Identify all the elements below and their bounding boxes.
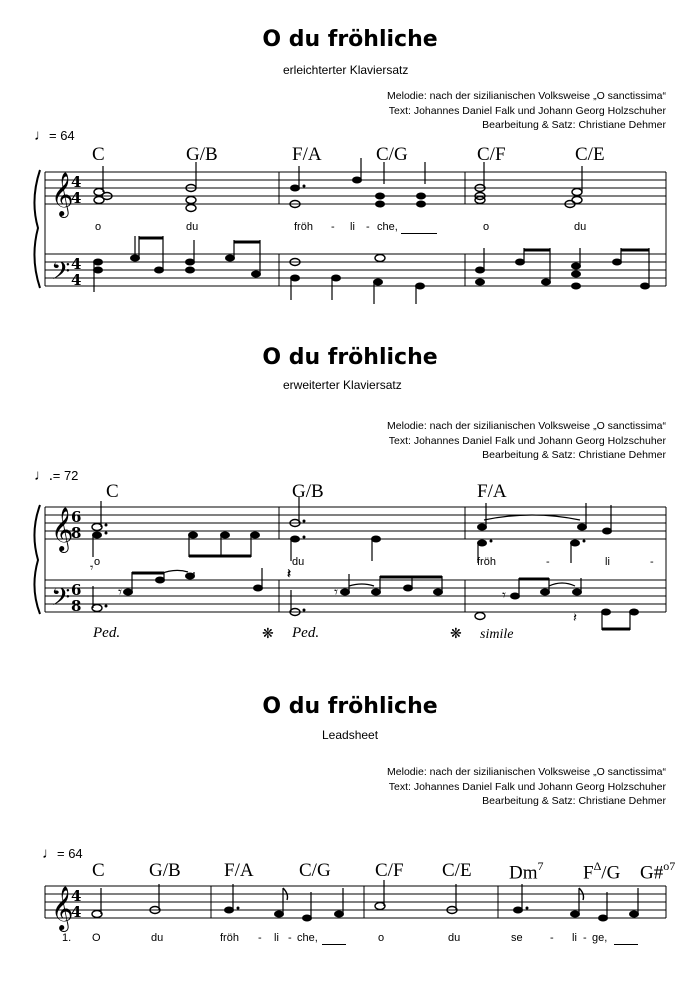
svg-text:𝄾: 𝄾 — [90, 561, 94, 576]
lyric-syllable: o — [483, 221, 490, 233]
lyric-syllable: o — [95, 221, 102, 233]
chord-label: F/A — [224, 860, 254, 881]
simile-marking: simile — [480, 627, 514, 642]
svg-text:4: 4 — [71, 255, 82, 273]
credit-text: Text: Johannes Daniel Falk und Johann Georg Holzschuher — [388, 104, 666, 117]
lyric-syllable: li — [605, 556, 610, 568]
chord-label: C — [92, 860, 105, 881]
section-1-title: O du fröhliche — [262, 27, 438, 52]
lyric-syllable: che, — [377, 221, 398, 233]
credit-arrangement: Bearbeitung & Satz: Christiane Dehmer — [482, 119, 666, 131]
svg-text:𝄽: 𝄽 — [287, 567, 291, 582]
chord-label: C/E — [442, 860, 472, 881]
svg-text:𝄾: 𝄾 — [334, 583, 338, 601]
lyric-syllable: du — [292, 556, 305, 568]
section-3-subtitle: Leadsheet — [322, 728, 379, 742]
credit-text: Text: Johannes Daniel Falk und Johann Georg Holzschuher — [388, 434, 666, 447]
lyric-syllable: li — [350, 221, 355, 233]
section-1-subtitle: erleichterter Klaviersatz — [283, 63, 409, 77]
chord-label: C/G — [299, 860, 331, 881]
lyric-syllable: fröh — [294, 221, 313, 233]
quarter-note-icon: ♩ — [42, 846, 57, 862]
svg-text:4: 4 — [71, 887, 82, 905]
lyric-syllable: - — [331, 221, 335, 233]
credit-melody: Melodie: nach der sizilianischen Volksweise „O sanctissima“ — [387, 420, 666, 432]
chord-label: Dm$^7$ — [509, 859, 544, 884]
lyric-syllable: fröh — [220, 932, 239, 944]
svg-text:𝄽: 𝄽 — [573, 611, 577, 626]
lyric-syllable: - — [583, 932, 587, 944]
treble-clef-icon: 𝄞 — [51, 172, 74, 216]
pedal-mark: Ped. — [93, 625, 121, 641]
chord-label: G#$^{o7}$ — [640, 859, 676, 884]
melisma-line — [614, 944, 638, 945]
credit-melody: Melodie: nach der sizilianischen Volksweise „O sanctissima“ — [387, 90, 666, 102]
quarter-note-icon: ♩ — [34, 128, 49, 144]
chord-label: F/A — [477, 481, 507, 502]
lyric-syllable: - — [288, 932, 292, 944]
chord-label: G/B — [292, 481, 324, 502]
svg-text:4: 4 — [71, 903, 82, 921]
bass-clef-icon: 𝄢 — [51, 583, 71, 618]
lyric-syllable: du — [574, 221, 587, 233]
chord-label: G/B — [186, 144, 218, 165]
svg-text:6: 6 — [71, 581, 82, 599]
lyric-syllable: du — [186, 221, 199, 233]
lyric-syllable: - — [650, 556, 654, 568]
chord-label: C/F — [375, 860, 404, 881]
lyric-syllable: che, — [297, 932, 318, 944]
tempo-value: = 64 — [49, 128, 75, 143]
svg-text:8: 8 — [71, 524, 82, 542]
lyric-syllable: ge, — [592, 932, 608, 944]
pedal-release-icon: ❋ — [262, 627, 274, 642]
lyric-syllable: O — [92, 932, 101, 944]
svg-text:4: 4 — [71, 271, 82, 289]
svg-text:𝄾: 𝄾 — [502, 586, 506, 604]
credit-arrangement: Bearbeitung & Satz: Christiane Dehmer — [482, 449, 666, 461]
svg-text:4: 4 — [71, 189, 82, 207]
lyric-syllable: o — [94, 556, 101, 568]
svg-text:6: 6 — [71, 508, 82, 526]
lyric-syllable: - — [366, 221, 370, 233]
chord-label: $F^\Delta/G$ — [583, 859, 621, 884]
tempo-value: = 72 — [52, 468, 79, 483]
chord-label: C/G — [376, 144, 408, 165]
svg-text:4: 4 — [71, 173, 82, 191]
chord-label: C — [92, 144, 105, 165]
lyric-syllable: se — [511, 932, 523, 944]
treble-clef-icon: 𝄞 — [51, 886, 74, 930]
section-2-subtitle: erweiterter Klaviersatz — [283, 378, 402, 392]
lyric-syllable: - — [258, 932, 262, 944]
lyric-syllable: - — [550, 932, 554, 944]
bass-clef-icon: 𝄢 — [51, 257, 71, 292]
chord-label: C/F — [477, 144, 506, 165]
pedal-release-icon: ❋ — [450, 627, 462, 642]
lyric-syllable: o — [378, 932, 385, 944]
credit-arrangement: Bearbeitung & Satz: Christiane Dehmer — [482, 795, 666, 807]
lyric-syllable: du — [151, 932, 164, 944]
chord-label: F/A — [292, 144, 322, 165]
lyric-syllable: du — [448, 932, 461, 944]
credit-melody: Melodie: nach der sizilianischen Volksweise „O sanctissima“ — [387, 766, 666, 778]
chord-label: C/E — [575, 144, 605, 165]
chord-label: G/B — [149, 860, 181, 881]
lyric-syllable: fröh — [477, 556, 496, 568]
pedal-mark: Ped. — [292, 625, 320, 641]
chord-label: C — [106, 481, 119, 502]
verse-number: 1. — [62, 932, 72, 944]
lyric-syllable: li — [572, 932, 577, 944]
melisma-line — [322, 944, 346, 945]
lyric-syllable: - — [546, 556, 550, 568]
dotted-quarter-note-icon: ♩. — [34, 468, 53, 484]
section-2-title: O du fröhliche — [262, 345, 438, 370]
section-3-title: O du fröhliche — [262, 694, 438, 719]
svg-text:8: 8 — [71, 597, 82, 615]
svg-text:𝄾: 𝄾 — [118, 583, 122, 601]
treble-clef-icon: 𝄞 — [51, 507, 74, 551]
lyric-syllable: li — [274, 932, 279, 944]
credit-text: Text: Johannes Daniel Falk und Johann Georg Holzschuher — [388, 780, 666, 793]
tempo-value: = 64 — [57, 846, 83, 861]
